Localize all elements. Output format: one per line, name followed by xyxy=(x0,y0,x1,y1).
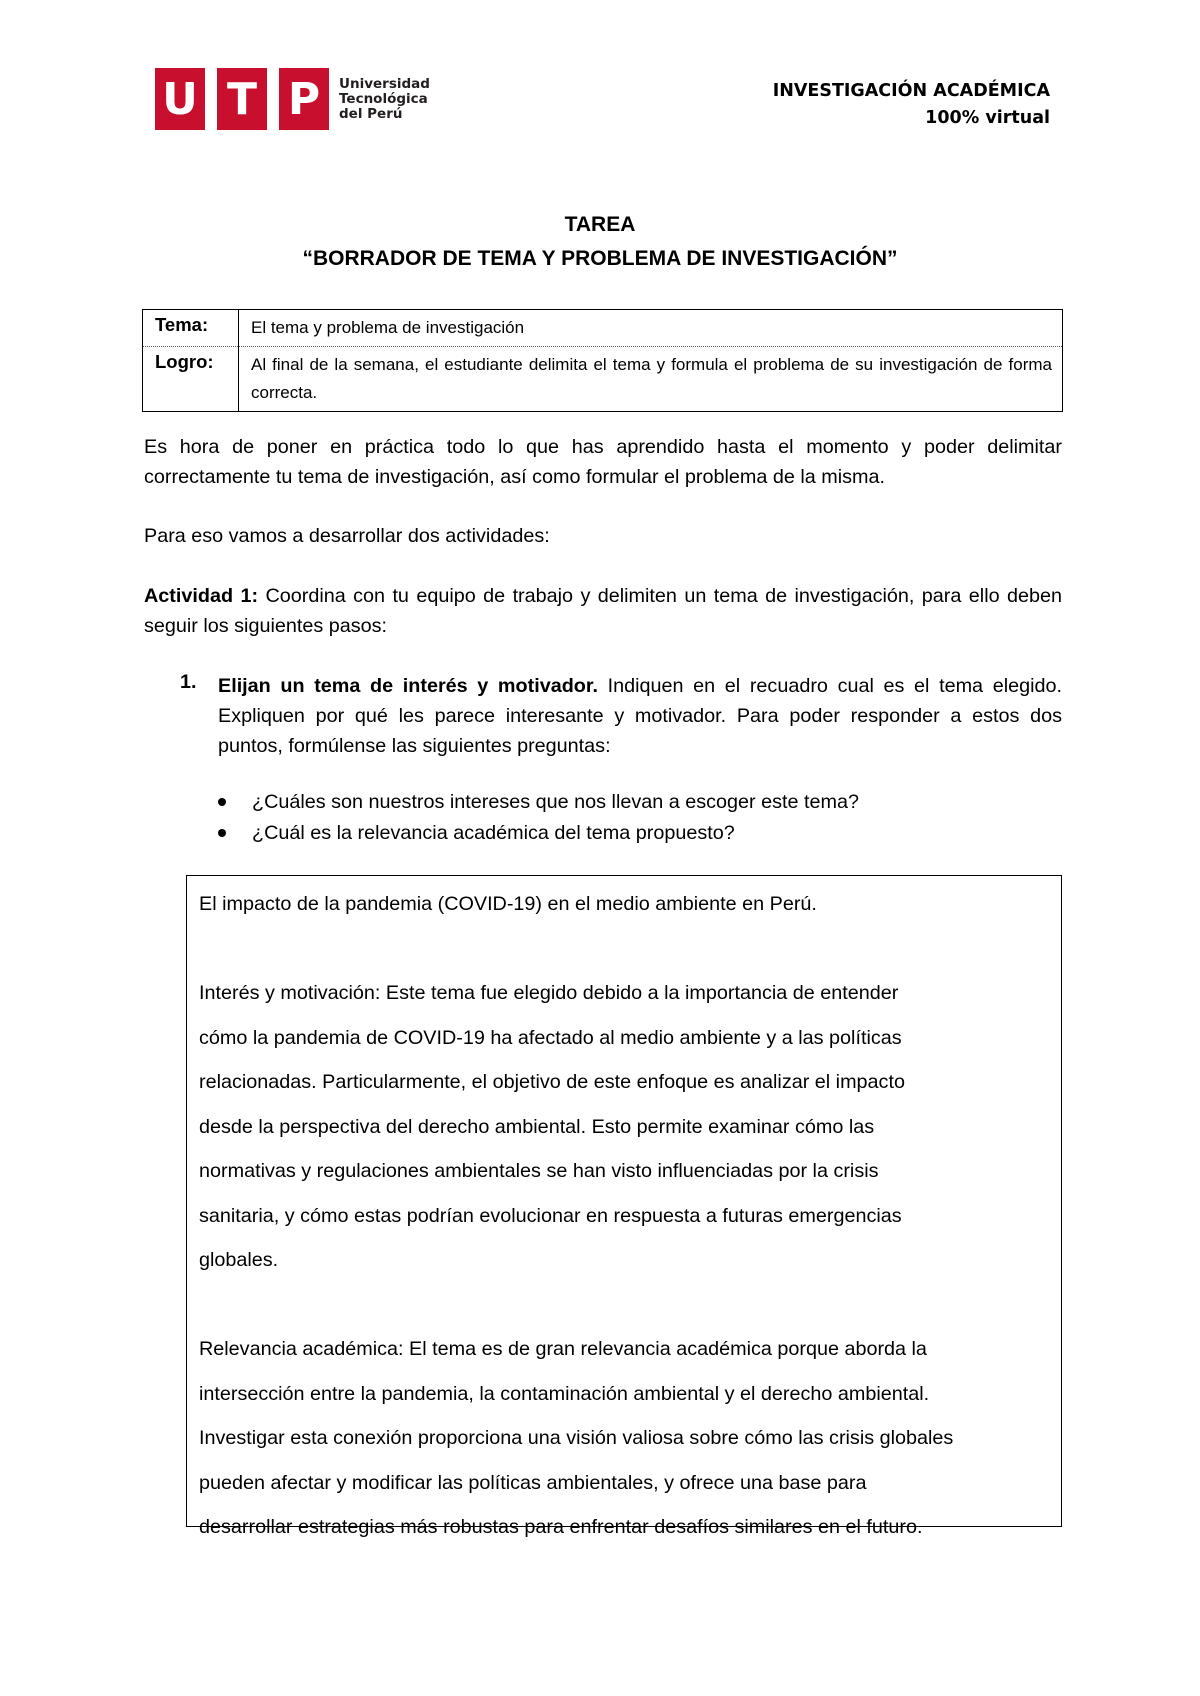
answer-topic: El impacto de la pandemia (COVID-19) en el medio ambiente en Perú. xyxy=(199,893,817,915)
tema-label: Tema: xyxy=(143,310,239,347)
list-item: ¿Cuáles son nuestros intereses que nos llevan a escoger este tema? xyxy=(214,787,859,818)
relevance-line: intersección entre la pandemia, la contaminación ambiental y el derecho ambiental. xyxy=(199,1382,930,1405)
bullet-icon xyxy=(218,798,226,806)
interest-line: desde la perspectiva del derecho ambiental. Esto permite examinar cómo las xyxy=(199,1115,875,1138)
info-table xyxy=(142,309,1063,412)
interest-line: globales. xyxy=(199,1249,279,1271)
step-number: 1. xyxy=(180,671,197,693)
intro-paragraph: Es hora de poner en práctica todo lo que has aprendido hasta el momento y poder delimitar correctamente tu tema de investigación, así como formular el problema de la misma. xyxy=(144,436,1062,488)
answer-box xyxy=(186,875,1062,1538)
tema-value: El tema y problema de investigación xyxy=(239,310,1063,347)
relevance-line: pueden afectar y modificar las políticas ambientales, y ofrece una base para xyxy=(199,1471,867,1494)
logo-mark xyxy=(155,68,329,130)
interest-line: relacionadas. Particularmente, el objetivo de este enfoque es analizar el impacto xyxy=(199,1071,905,1093)
logo-letter-p: P xyxy=(287,73,321,125)
step-1-title: Elijan un tema de interés y motivador. xyxy=(218,675,598,697)
step-1 xyxy=(218,671,1062,761)
interest-line: Interés y motivación: Este tema fue elegido debido a la importancia de entender xyxy=(199,982,899,1004)
questions-list xyxy=(214,787,859,849)
document-subtitle: “BORRADOR DE TEMA Y PROBLEMA DE INVESTIGACIÓN” xyxy=(302,247,898,270)
logro-label: Logro: xyxy=(143,347,239,412)
logo-wordmark: Universidad Tecnológica del Perú xyxy=(339,75,430,122)
interest-line: cómo la pandemia de COVID-19 ha afectado al medio ambiente y a las políticas xyxy=(199,1026,902,1049)
relevance-line: Relevancia académica: El tema es de gran relevancia académica porque aborda la xyxy=(199,1338,927,1360)
course-name: INVESTIGACIÓN ACADÉMICA xyxy=(772,81,1050,101)
logo-letter-t: T xyxy=(226,73,257,125)
relevance-line: Investigar esta conexión proporciona una visión valiosa sobre cómo las crisis globales xyxy=(199,1427,954,1449)
activity-1 xyxy=(144,581,1062,641)
list-item: ¿Cuál es la relevancia académica del tema propuesto? xyxy=(214,818,859,849)
logo-letter-u: U xyxy=(162,73,198,125)
logro-value: Al final de la semana, el estudiante delimita el tema y formula el problema de su investigación de forma correcta. xyxy=(239,347,1063,412)
course-header xyxy=(773,78,1050,132)
table-row xyxy=(143,310,1063,347)
activity-1-label: Actividad 1: xyxy=(144,585,259,607)
utp-logo xyxy=(155,68,430,130)
course-modality: 100% virtual xyxy=(925,108,1050,128)
activities-intro: Para eso vamos a desarrollar dos actividades: xyxy=(144,525,550,547)
step-1-text: Indiquen en el recuadro cual es el tema elegido. Expliquen por qué les parece interesante y motivador. Para poder responder a estos dos puntos, formúlense las siguientes preguntas: xyxy=(218,675,1062,757)
activity-1-text: Coordina con tu equipo de trabajo y delimiten un tema de investigación, para ello deben seguir los siguientes pasos: xyxy=(144,585,1063,637)
interest-line: sanitaria, y cómo estas podrían evolucionar en respuesta a futuras emergencias xyxy=(199,1204,902,1227)
interest-line: normativas y regulaciones ambientales se han visto influenciadas por la crisis xyxy=(199,1160,879,1182)
bullet-icon xyxy=(218,829,226,837)
table-row xyxy=(143,347,1063,412)
relevance-line: desarrollar estrategias más robustas para enfrentar desafíos similares en el futuro. xyxy=(199,1516,923,1538)
document-title: TAREA xyxy=(564,213,636,236)
